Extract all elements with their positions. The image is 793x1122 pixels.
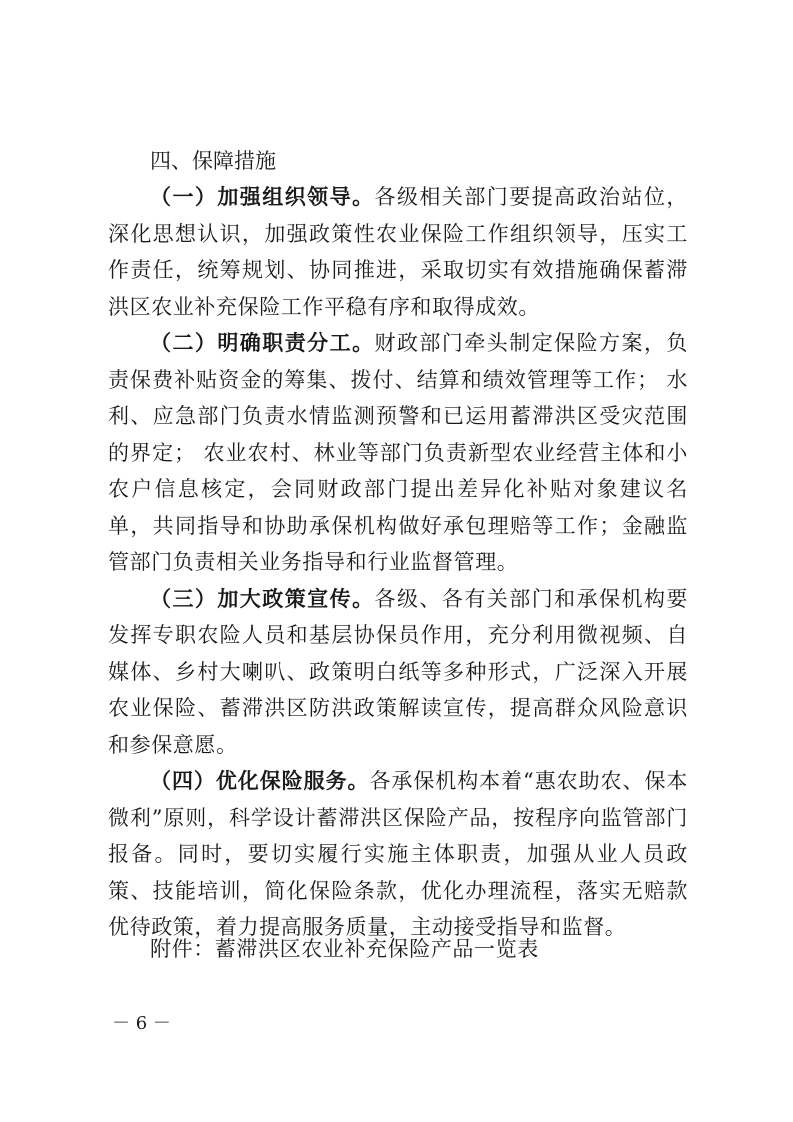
paragraph-body: 财政部门牵头制定保险方案，负责保费补贴资金的筹集、拨付、结算和绩效管理等工作； 水利、应急部门负责水情监测预警和已运用蓄滞洪区受灾范围的界定； 农业农村、林业等部门负责新型农业经营主体和小农户信息核定，会同财政部门提出差异化补贴对象建议名单，共同指导和协助承保机构做好承包理赔等工作；金融监管部门负责相关业务指导和行业监督管理。	[108, 331, 689, 574]
paragraph-publicity	[108, 581, 688, 764]
paragraph-lead: （二）明确职责分工。	[150, 331, 375, 355]
paragraph-organization-leadership	[108, 179, 688, 325]
paragraph-body: 各级相关部门要提高政治站位，深化思想认识，加强政策性农业保险工作组织领导，压实工作责任，统筹规划、协同推进，采取切实有效措施确保蓄滞洪区农业补充保险工作平稳有序和取得成效。	[108, 185, 689, 319]
paragraph-body: 各级、各有关部门和承保机构要发挥专职农险人员和基层协保员作用，充分利用微视频、自媒体、乡村大喇叭、政策明白纸等多种形式，广泛深入开展农业保险、蓄滞洪区防洪政策解读宣传，提高群众风险意识和参保意愿。	[108, 586, 689, 757]
paragraph-body: 各承保机构本着“惠农助农、保本微利”原则，科学设计蓄滞洪区保险产品，按程序向监管部门报备。同时，要切实履行实施主体职责，加强从业人员政策、技能培训，简化保险条款，优化办理流程，落实无赔款优待政策，着力提高服务质量，主动接受指导和监督。	[108, 769, 688, 939]
paragraph-service	[108, 763, 688, 946]
document-body	[108, 143, 688, 946]
paragraph-lead: （一）加强组织领导。	[150, 185, 375, 209]
paragraph-lead: （四）优化保险服务。	[150, 769, 370, 793]
paragraph-lead: （三）加大政策宣传。	[150, 586, 375, 611]
attachment-note: 附件：蓄滞洪区农业补充保险产品一览表	[150, 937, 539, 961]
paragraph-responsibilities	[108, 325, 688, 581]
section-heading: 四、保障措施	[150, 149, 276, 173]
page-number: － 6 －	[112, 1013, 171, 1034]
